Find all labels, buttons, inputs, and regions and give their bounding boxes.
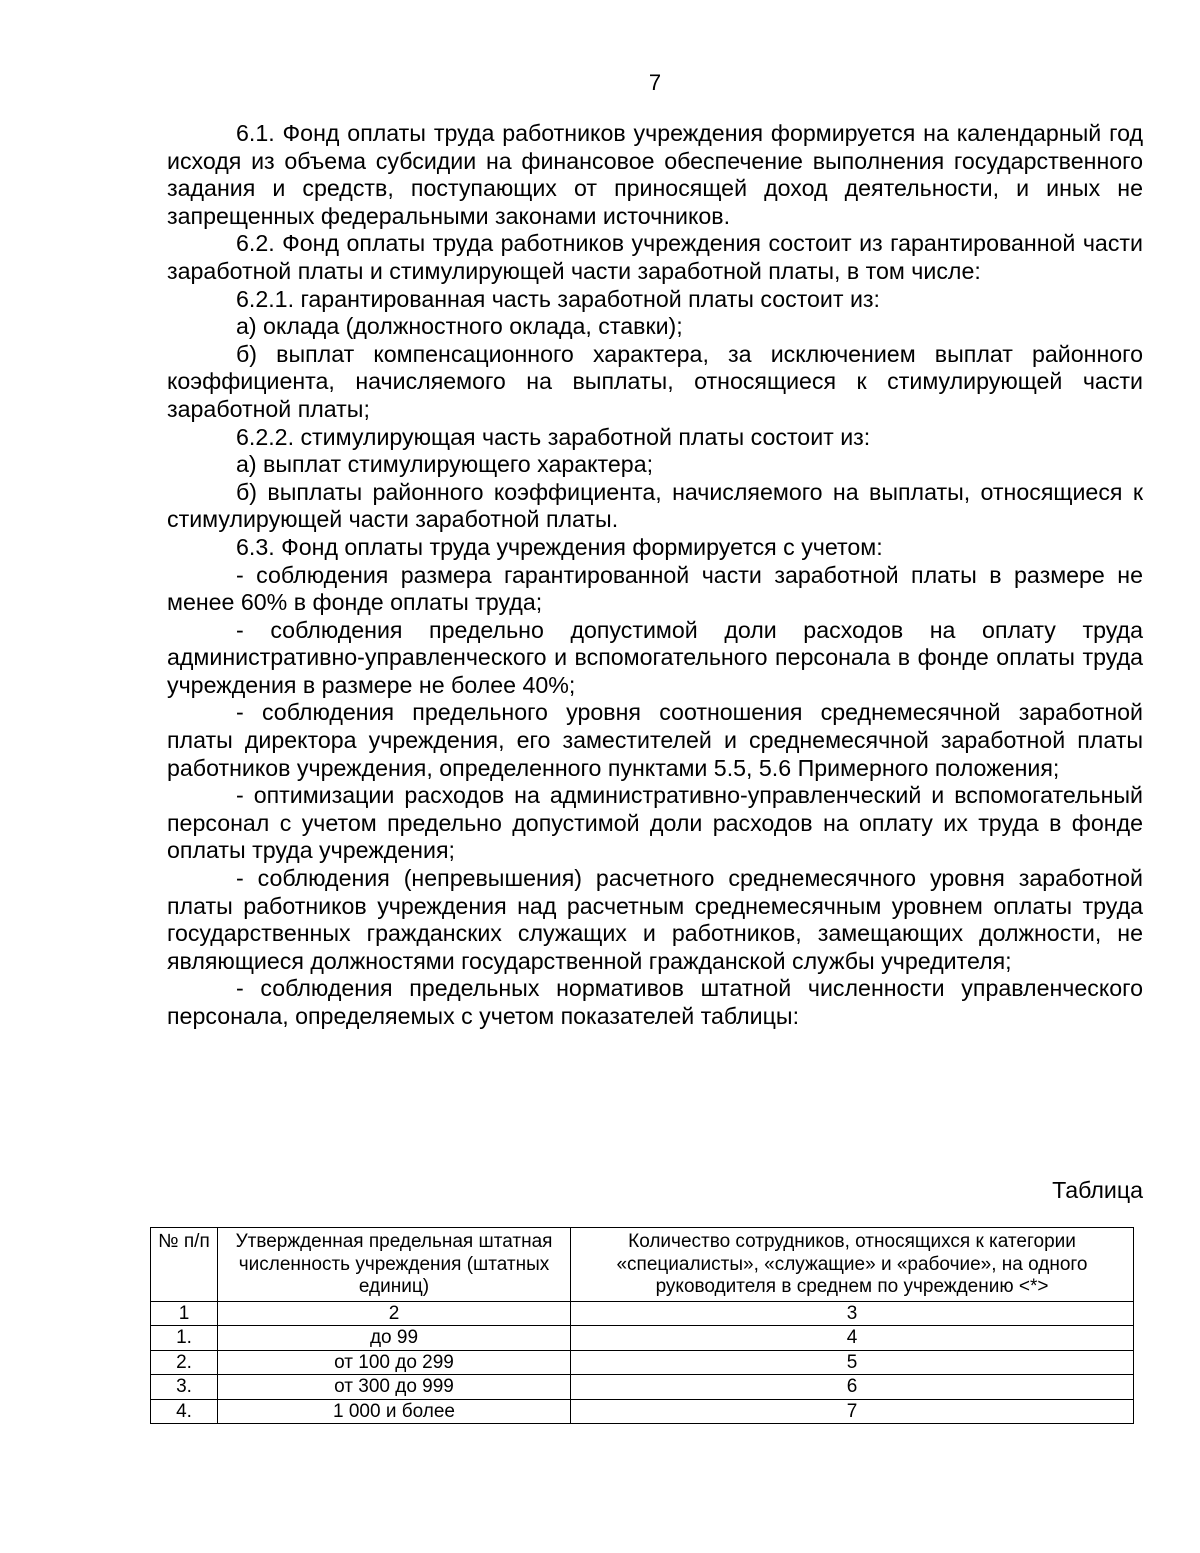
list-item-average-level: - соблюдения (непревышения) расчетного среднемесячного уровня заработной платы работников учреждения над расчетным среднемесячным уровнем оплаты труда государственных гражданских служащих и работников, замещающих должности, не являющиеся должностями государственной гражданской службы учредителя; bbox=[167, 865, 1143, 974]
paragraph-6-1: 6.1. Фонд оплаты труда работников учреждения формируется на календарный год исходя из объема субсидии на финансовое обеспечение выполнения государственного задания и средств, поступающих от приносящей доход деятельности, и иных не запрещенных федеральными законами источников. bbox=[167, 120, 1143, 229]
table-cell: 3 bbox=[571, 1301, 1134, 1326]
table-row bbox=[151, 1375, 1134, 1400]
table-cell: 3. bbox=[151, 1375, 218, 1400]
paragraph-6-2-2-b: б) выплаты районного коэффициента, начисляемого на выплаты, относящиеся к стимулирующей части заработной платы. bbox=[167, 478, 1143, 533]
list-item-salary-ratio: - соблюдения предельного уровня соотношения среднемесячной заработной платы директора учреждения, его заместителей и среднемесячной заработной платы работников учреждения, определенного пунктами 5.5, 5.6 Примерного положения; bbox=[167, 699, 1143, 781]
table-cell: 4 bbox=[571, 1326, 1134, 1351]
paragraph-6-2-1-a: а) оклада (должностного оклада, ставки); bbox=[236, 313, 683, 340]
paragraph-6-2: 6.2. Фонд оплаты труда работников учреждения состоит из гарантированной части заработной платы и стимулирующей части заработной платы, в том числе: bbox=[167, 230, 1143, 284]
list-item-optimization: - оптимизации расходов на административно-управленческий и вспомогательный персонал с учетом предельно допустимой доли расходов на оплату их труда в фонде оплаты труда учреждения; bbox=[167, 782, 1143, 864]
paragraph-6-2-1-b: б) выплат компенсационного характера, за исключением выплат районного коэффициента, начисляемого на выплаты, относящиеся к стимулирующей части заработной платы; bbox=[167, 340, 1143, 422]
paragraph-6-2-1: 6.2.1. гарантированная часть заработной платы состоит из: bbox=[236, 285, 880, 312]
table-cell: 5 bbox=[571, 1350, 1134, 1375]
table-header-row bbox=[151, 1228, 1134, 1302]
paragraph-6-2-2-a: а) выплат стимулирующего характера; bbox=[236, 451, 654, 478]
header-employees-per-manager: Количество сотрудников, относящихся к категории «специалисты», «служащие» и «рабочие», на одного руководителя в среднем по учреждению <*> bbox=[571, 1228, 1134, 1302]
table-cell: 6 bbox=[571, 1375, 1134, 1400]
table-row bbox=[151, 1399, 1134, 1424]
list-item-guaranteed-share: - соблюдения размера гарантированной части заработной платы в размере не менее 60% в фонде оплаты труда; bbox=[167, 561, 1143, 616]
table-cell: 1 bbox=[151, 1301, 218, 1326]
table-cell: 4. bbox=[151, 1399, 218, 1424]
table-cell: 1 000 и более bbox=[218, 1399, 571, 1424]
table-row bbox=[151, 1301, 1134, 1326]
table-cell: 2. bbox=[151, 1350, 218, 1375]
paragraph-6-3: 6.3. Фонд оплаты труда учреждения формируется с учетом: bbox=[236, 533, 883, 560]
list-item-staff-norms: - соблюдения предельных нормативов штатной численности управленческого персонала, определяемых с учетом показателей таблицы: bbox=[167, 975, 1143, 1029]
table-cell: 2 bbox=[218, 1301, 571, 1326]
staff-norms-table bbox=[150, 1227, 1134, 1424]
table-cell: 7 bbox=[571, 1399, 1134, 1424]
table-row bbox=[151, 1350, 1134, 1375]
table-cell: от 300 до 999 bbox=[218, 1375, 571, 1400]
page-number: 7 bbox=[648, 70, 662, 95]
table-row bbox=[151, 1326, 1134, 1351]
table-cell: от 100 до 299 bbox=[218, 1350, 571, 1375]
table-cell: до 99 bbox=[218, 1326, 571, 1351]
list-item-admin-share: - соблюдения предельно допустимой доли расходов на оплату труда административно-управленческого и вспомогательного персонала в фонде оплаты труда учреждения в размере не более 40%; bbox=[167, 616, 1143, 698]
header-staff-limit: Утвержденная предельная штатная численность учреждения (штатных единиц) bbox=[218, 1228, 571, 1302]
table-caption: Таблица bbox=[1052, 1177, 1143, 1203]
body-text bbox=[167, 120, 1143, 1031]
paragraph-6-2-2: 6.2.2. стимулирующая часть заработной платы состоит из: bbox=[236, 423, 871, 450]
header-number: № п/п bbox=[151, 1228, 218, 1302]
table-cell: 1. bbox=[151, 1326, 218, 1351]
